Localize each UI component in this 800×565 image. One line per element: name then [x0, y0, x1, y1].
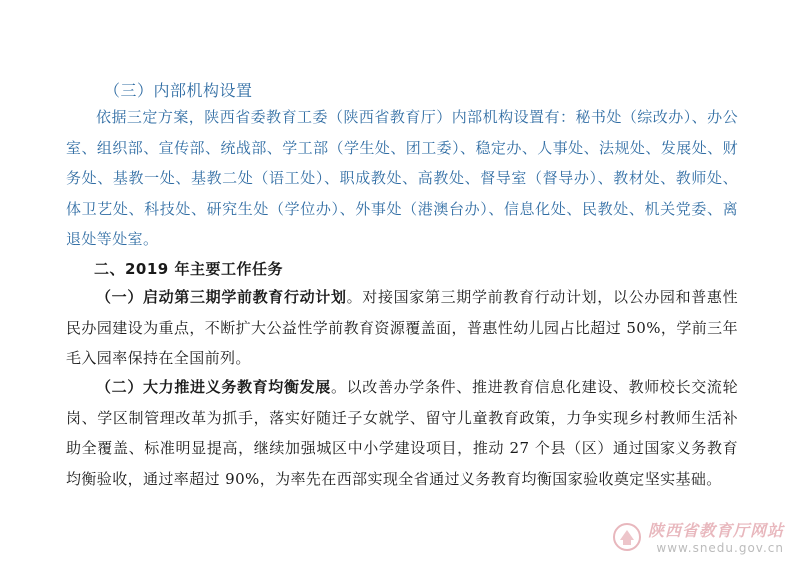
section-heading-tasks: 二、2019 年主要工作任务: [94, 260, 283, 278]
task-item-2-body: 。以改善办学条件、推进教育信息化建设、教师校长交流轮岗、学区制管理改革为抓手，落实好随迁子女就学、留守儿童教育政策，力争实现乡村教师生活补助全覆盖、标准明显提高，继续加强城区中小学建设项目，推动 27 个县（区）通过国家义务教育均衡验收，通过率超过 90%，为率先在西部实现全省通过义务教育均衡国家验收奠定坚实基础。: [66, 378, 738, 488]
task-item-2-lead: （二）大力推进义务教育均衡发展: [96, 378, 331, 396]
watermark-site-name: 陕西省教育厅网站: [647, 521, 784, 540]
org-structure-paragraph: 依据三定方案，陕西省委教育工委（陕西省教育厅）内部机构设置有：秘书处（综改办）、办公室、组织部、宣传部、统战部、学工部（学生处、团工委）、稳定办、人事处、法规处、发展处、财务处、基教一处、基教二处（语工处）、职成教处、高教处、督导室（督导办）、教材处、教师处、体卫艺处、科技处、研究生处（学位办）、外事处（港澳台办）、信息化处、民教处、机关党委、离退处等处室。: [66, 108, 738, 248]
site-watermark: [612, 518, 784, 555]
education-bureau-logo-icon: [612, 522, 642, 552]
task-item-1-body: 。对接国家第三期学前教育行动计划，以公办园和普惠性民办园建设为重点，不断扩大公益性学前教育资源覆盖面，普惠性幼儿园占比超过 50%，学前三年毛入园率保持在全国前列。: [66, 288, 738, 367]
task-item-1: [66, 282, 738, 374]
watermark-site-url: www.snedu.gov.cn: [656, 541, 784, 555]
task-item-2: [66, 372, 738, 494]
subsection-heading-org: （三）内部机构设置: [104, 81, 253, 100]
task-item-1-lead: （一）启动第三期学前教育行动计划: [96, 288, 347, 306]
